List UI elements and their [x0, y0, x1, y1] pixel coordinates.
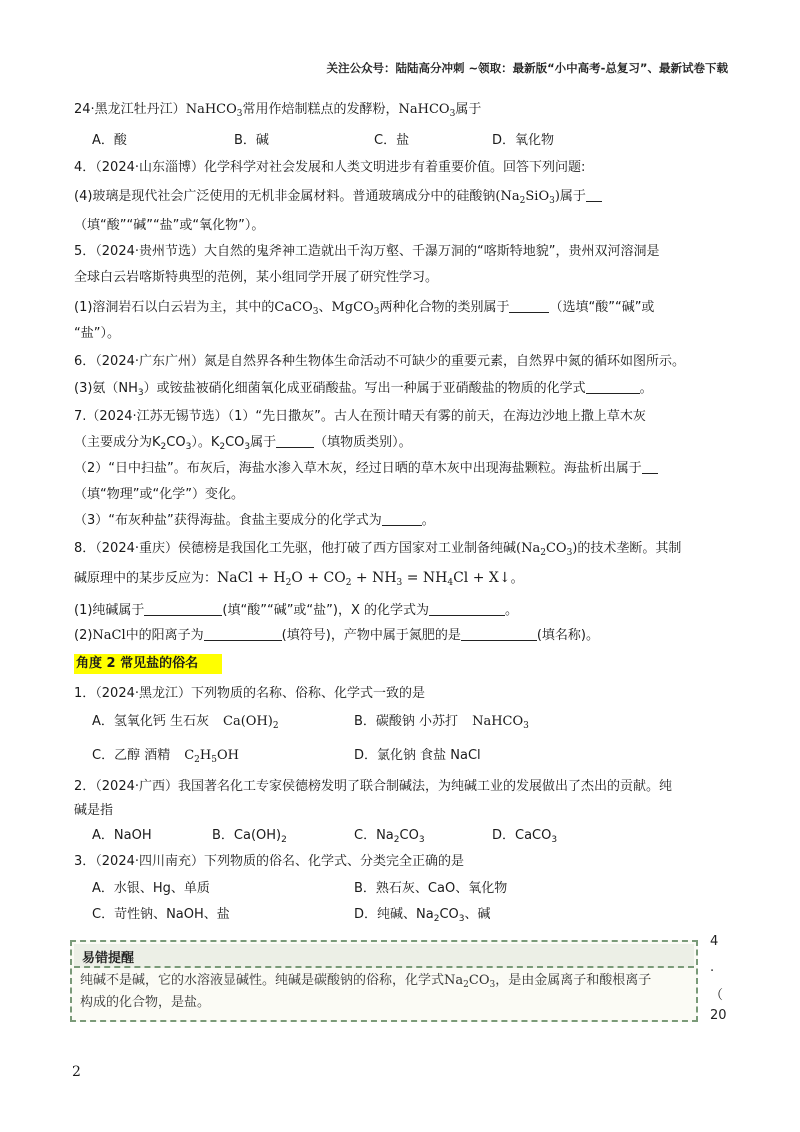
section-2-question-2-stem: 2．（2024·广西）我国著名化工专家侯德榜发明了联合制碱法，为纯碱工业的发展做出了杰出的贡献。纯 [74, 779, 672, 794]
question-3-stem: 24·黑龙江牡丹江）NaHCO$_3$常用作焙制糕点的发酵粉，NaHCO$_3$属于 [74, 102, 482, 119]
option-a[interactable]: A．NaOH [92, 828, 152, 843]
side-mark: 20 [710, 1008, 727, 1023]
answer-blank[interactable] [642, 459, 658, 474]
option-b[interactable]: B．熟石灰、CaO、氧化物 [354, 881, 508, 896]
option-d[interactable]: D．CaCO$_3$ [492, 828, 558, 845]
answer-blank[interactable] [586, 187, 602, 202]
section-2-question-1-stem: 1．（2024·黑龙江）下列物质的名称、俗称、化学式一致的是 [74, 686, 425, 701]
answer-blank[interactable] [382, 511, 422, 526]
answer-blank[interactable] [429, 601, 505, 616]
option-d[interactable]: D．氯化钠 食盐 NaCl [354, 748, 481, 763]
option-b[interactable]: B．碱 [234, 133, 269, 148]
error-tip-box [70, 940, 698, 1022]
question-5-stem-2: 全球白云岩喀斯特典型的范例，某小组同学开展了研究性学习。 [74, 270, 439, 285]
question-8-reaction: 碱原理中的某步反应为：NaCl + $H_2O + CO_2 + NH_3 = NH_4Cl$ + X↓。 [74, 570, 524, 588]
answer-blank[interactable] [144, 601, 222, 616]
question-7-part-2: （2）“日中扫盐”。布灰后，海盐水渗入草木灰，经过日晒的草木灰中出现海盐颗粒。海盐析出属于 [74, 459, 658, 479]
answer-blank[interactable] [509, 298, 549, 313]
section-title: 角度 2 常见盐的俗名 [74, 654, 222, 674]
option-b[interactable]: B．碳酸钠 小苏打 NaHCO$_3$ [354, 714, 529, 731]
question-8-part-2: (2)NaCl中的阳离子为 (填符号)，产物中属于氮肥的是 (填名称)。 [74, 628, 599, 643]
question-5-hint: “盐”）。 [74, 326, 120, 341]
side-mark: . [710, 960, 715, 975]
question-8-part-1: (1)纯碱属于 (填“酸”“碱”或“盐”)，X 的化学式为 。 [74, 603, 519, 618]
question-7-stem: 7.（2024·江苏无锡节选）（1）“先日撒灰”。古人在预计晴天有雾的前天，在海边沙地上撒上草木灰 [74, 409, 646, 424]
option-c[interactable]: C．盐 [374, 133, 410, 148]
answer-blank[interactable] [204, 626, 282, 641]
reaction-equation: NaCl + $H_2O + CO_2 + NH_3 = NH_4Cl$ + X↓ [217, 570, 511, 588]
option-a[interactable]: A．酸 [92, 133, 127, 148]
tip-header [74, 944, 694, 968]
question-7-part-3: （3）“布灰种盐”获得海盐。食盐主要成分的化学式为 。 [74, 513, 435, 528]
tip-title: 易错提醒 [82, 951, 135, 966]
page-number: 2 [72, 1064, 81, 1080]
section-2-question-2-stem-2: 碱是指 [74, 803, 114, 818]
option-b[interactable]: B．$Ca(OH)_2$ [212, 828, 287, 845]
question-8-stem: 8．（2024·重庆）侯德榜是我国化工先驱，他打破了西方国家对工业制备纯碱$(Na_2CO_3)$的技术垄断。其制 [74, 541, 682, 558]
option-a[interactable]: A．氢氧化钙 生石灰 $Ca(OH)_2$ [92, 714, 279, 731]
side-mark: 4 [710, 934, 719, 949]
question-4-hint: （填“酸”“碱”“盐”或“氧化物”）。 [74, 218, 265, 233]
question-5-part: (1)溶洞岩石以白云岩为主，其中的CaCO$_3$、MgCO$_3$两种化合物的类别属于 （选填“酸”“碱”或 [74, 300, 655, 317]
option-d[interactable]: D．纯碱、$Na_2CO_3$、碱 [354, 907, 491, 924]
question-4-part: (4)玻璃是现代社会广泛使用的无机非金属材料。普通玻璃成分中的硅酸钠$(Na_2SiO_3)$属于 [74, 187, 602, 207]
option-c[interactable]: C．苛性钠、NaOH、盐 [92, 907, 230, 922]
section-2-question-3-stem: 3．（2024·四川南充）下列物质的俗名、化学式、分类完全正确的是 [74, 854, 464, 869]
question-7-line-2: （主要成分为$K_2CO_3$）。$K_2CO_3$属于 （填物质类别）。 [74, 435, 412, 452]
question-7-part-2-hint: （填“物理”或“化学”）变化。 [74, 487, 244, 502]
question-5-stem: 5．（2024·贵州节选）大自然的鬼斧神工造就出千沟万壑、千瀑万洞的“喀斯特地貌”，贵州双河溶洞是 [74, 244, 660, 259]
side-mark: （ [710, 988, 724, 1003]
answer-blank[interactable] [461, 626, 537, 641]
question-6-stem: 6．（2024·广东广州）氮是自然界各种生物体生命活动不可缺少的重要元素，自然界中氮的循环如图所示。 [74, 354, 685, 369]
answer-blank[interactable] [276, 433, 314, 448]
option-c[interactable]: C．乙醇 酒精 $C_2H_5OH$ [92, 748, 239, 765]
question-6-part: (3)氨$(NH_3)$或铵盐被硝化细菌氧化成亚硝酸盐。写出一种属于亚硝酸盐的物质的化学式 。 [74, 381, 653, 398]
answer-blank[interactable] [586, 379, 640, 394]
page-header: 关注公众号：陆陆高分冲刺 ~领取：最新版“小中高考-总复习”、最新试卷下载 [326, 61, 728, 75]
option-a[interactable]: A．水银、Hg、单质 [92, 881, 210, 896]
question-4-stem: 4．（2024·山东淄博）化学科学对社会发展和人类文明进步有着重要价值。回答下列问题: [74, 160, 586, 175]
tip-body: 纯碱不是碱，它的水溶液显碱性。纯碱是碳酸钠的俗称，化学式$Na_2CO_3$，是由金属离子和酸根离子 构成的化合物，是盐。 [80, 973, 652, 1010]
option-d[interactable]: D．氧化物 [492, 133, 555, 148]
option-c[interactable]: C．$Na_2CO_3$ [354, 828, 425, 845]
